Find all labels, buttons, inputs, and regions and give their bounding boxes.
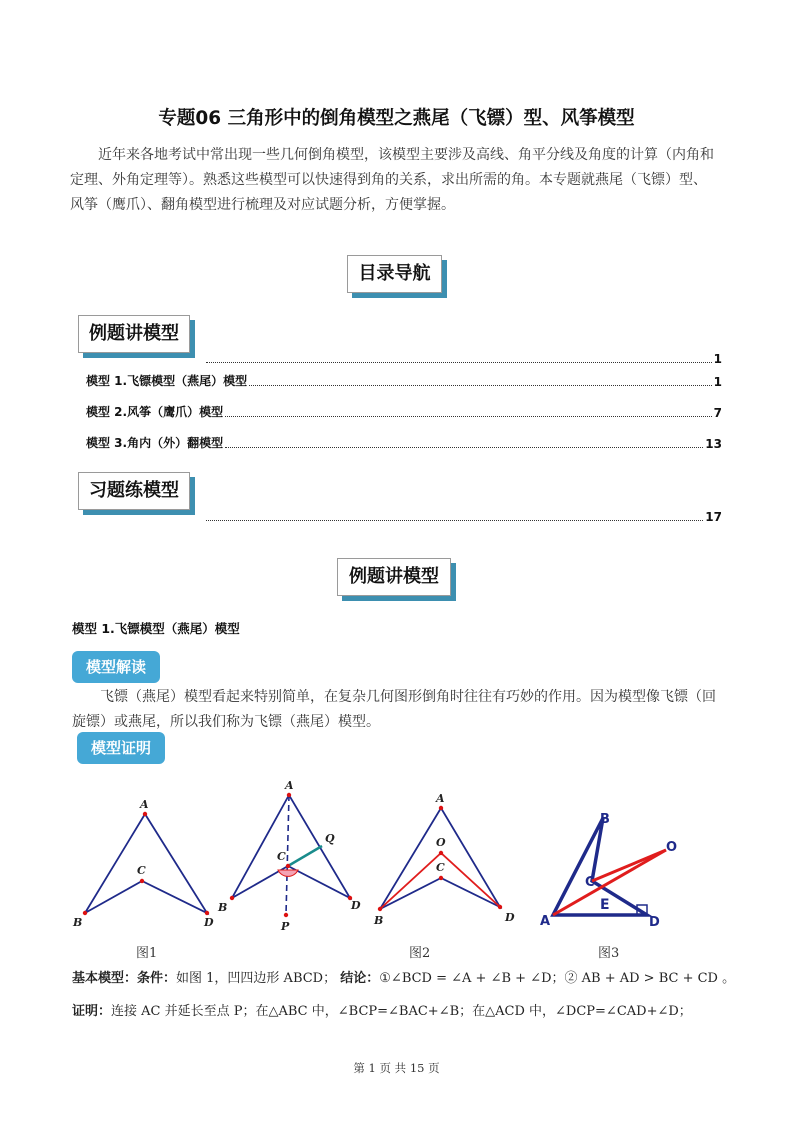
toc-heading: 目录导航 xyxy=(347,255,442,293)
page-footer: 第 1 页 共 15 页 xyxy=(353,1061,440,1075)
toc-row-model3[interactable] xyxy=(86,435,722,451)
caption-fig3: 图3 xyxy=(598,946,620,961)
conclusion-label: 结论： xyxy=(340,971,380,986)
toc-item-label: 模型 2.风筝（鹰爪）模型 xyxy=(86,405,224,419)
model-proof-badge: 模型证明 xyxy=(77,732,165,764)
caption-fig1: 图1 xyxy=(136,946,158,961)
figure-1 xyxy=(72,798,214,929)
toc-item-label: 模型 3.角内（外）翻模型 xyxy=(86,436,224,450)
model-read-badge: 模型解读 xyxy=(72,651,160,683)
toc-page: 7 xyxy=(713,406,722,420)
caption-fig2: 图2 xyxy=(409,946,431,961)
label-O: O xyxy=(436,836,446,849)
label-A: A xyxy=(285,779,294,792)
basic-model-line xyxy=(72,967,735,986)
label-B: B xyxy=(600,812,610,827)
figures-diagram xyxy=(60,778,740,938)
label-O: O xyxy=(666,840,678,855)
toc-section-examples[interactable]: 例题讲模型 xyxy=(78,315,190,353)
toc-item-label: 模型 1.飞镖模型（燕尾）模型 xyxy=(86,374,248,388)
label-B: B xyxy=(374,914,384,927)
label-A: A xyxy=(540,914,551,929)
label-D: D xyxy=(649,915,660,930)
figure-2 xyxy=(373,792,515,927)
section-heading: 例题讲模型 xyxy=(337,558,451,596)
toc-leader xyxy=(249,385,712,386)
label-D: D xyxy=(204,916,214,929)
toc-page: 17 xyxy=(705,510,722,524)
toc-row-model2[interactable] xyxy=(86,404,722,420)
toc-row-model1[interactable] xyxy=(86,373,722,389)
label-A: A xyxy=(436,792,445,805)
label-P: P xyxy=(281,920,290,933)
figure-3 xyxy=(540,812,677,930)
model1-title: 模型 1.飞镖模型（燕尾）模型 xyxy=(72,621,240,636)
label-C: C xyxy=(137,864,146,877)
conclusion-text: ①∠BCD = ∠A + ∠B + ∠D；② AB + AD > BC + CD 。 xyxy=(379,971,736,986)
proof-text: 连接 AC 并延长至点 P；在△ABC 中，∠BCP=∠BAC+∠B；在△ACD 中，∠DCP=∠CAD+∠D； xyxy=(111,1004,692,1019)
label-Q: Q xyxy=(325,832,335,845)
toc-leader xyxy=(225,416,712,417)
label-C: C xyxy=(585,875,595,890)
toc-page: 1 xyxy=(713,375,722,389)
toc-leader xyxy=(225,447,703,448)
toc-row-section1[interactable] xyxy=(204,350,722,366)
toc-row-section2[interactable] xyxy=(204,508,722,524)
model-read-paragraph: 飞镖（燕尾）模型看起来特别简单，在复杂几何图形倒角时往往有巧妙的作用。因为模型像飞镖（回旋镖）或燕尾，所以我们称为飞镖（燕尾）模型。 xyxy=(72,689,716,730)
label-D: D xyxy=(351,899,361,912)
figure-1-proof xyxy=(217,779,361,933)
label-A: A xyxy=(140,798,149,811)
toc-leader xyxy=(206,520,703,521)
label-C: C xyxy=(436,861,445,874)
intro-paragraph: 近年来各地考试中常出现一些几何倒角模型，该模型主要涉及高线、角平分线及角度的计算（内角和定理、外角定理等）。熟悉这些模型可以快速得到角的关系，求出所需的角。本专题就燕尾（飞镖）型、风筝（鹰爪）、翻角模型进行梳理及对应试题分析，方便掌握。 xyxy=(70,147,714,213)
label-E: E xyxy=(600,897,610,913)
proof-line xyxy=(72,1000,692,1019)
basic-model-condition: 如图 1，凹四边形 ABCD； xyxy=(176,971,337,986)
toc-page: 1 xyxy=(713,352,722,366)
label-D: D xyxy=(505,911,515,924)
label-B: B xyxy=(218,901,228,914)
page-title: 专题06 三角形中的倒角模型之燕尾（飞镖）型、风筝模型 xyxy=(158,108,635,129)
toc-leader xyxy=(206,362,712,363)
toc-section-exercises[interactable]: 习题练模型 xyxy=(78,472,190,510)
proof-label: 证明： xyxy=(72,1004,112,1019)
label-C: C xyxy=(277,850,286,863)
toc-page: 13 xyxy=(705,437,722,451)
label-B: B xyxy=(73,916,83,929)
basic-model-label: 基本模型：条件： xyxy=(72,971,177,986)
